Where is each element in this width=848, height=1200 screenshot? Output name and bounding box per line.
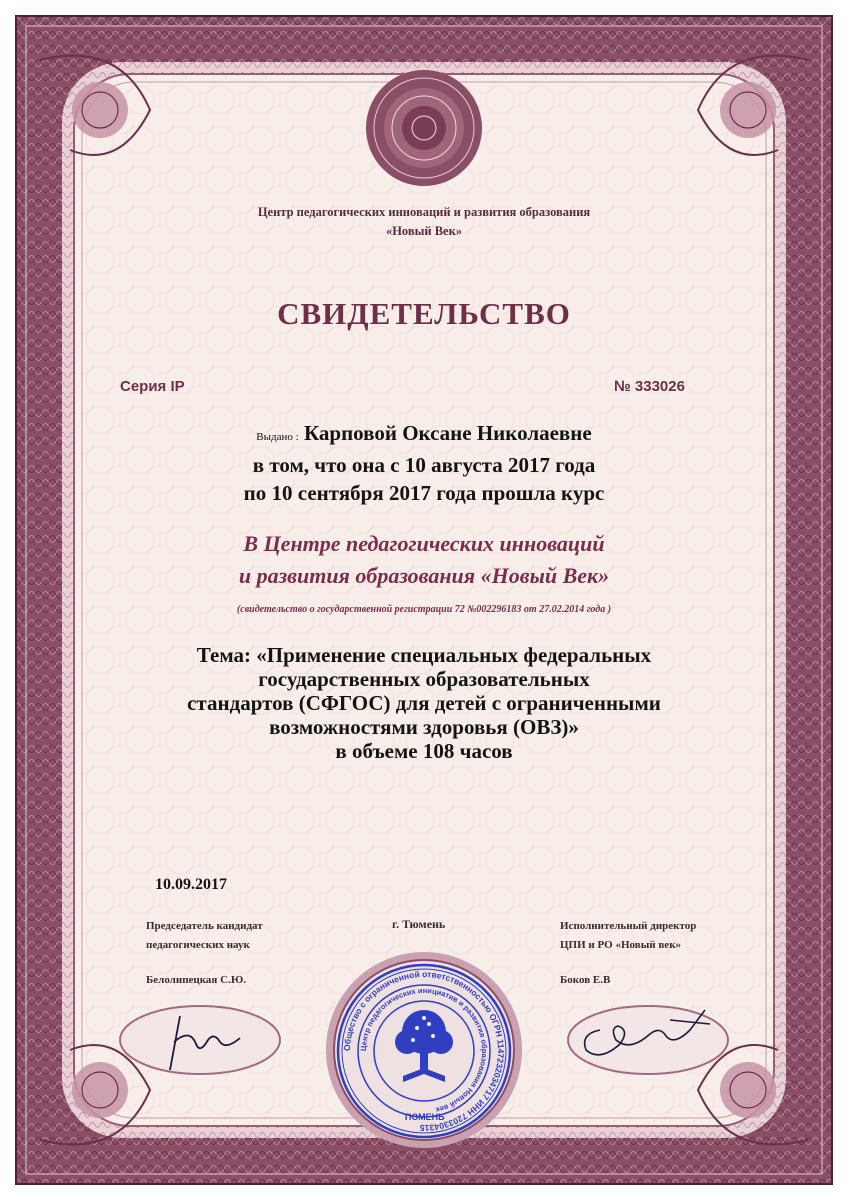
right-title-line2: ЦПИ и РО «Новый век» — [560, 939, 682, 951]
certificate-number: № 333026 — [614, 378, 685, 395]
topic-line3: стандартов (СФГОС) для детей с ограниченными — [187, 691, 661, 715]
topic-line4: возможностями здоровья (ОВЗ)» — [269, 715, 579, 739]
org-header-line1: Центр педагогических инноваций и развития образования — [257, 205, 591, 219]
recipient-name: Карповой Оксане Николаевне — [303, 421, 592, 445]
series-label: Серия IP — [120, 378, 185, 395]
left-title-line1: Председатель кандидат — [146, 920, 263, 932]
organization-line1: В Центре педагогических инноваций — [243, 531, 605, 556]
certificate-title: СВИДЕТЕЛЬСТВО — [277, 296, 571, 331]
stamp-inner-text: Центр педагогических инициатив и развития образования Новый век — [358, 985, 490, 1115]
organization-stamp — [333, 960, 515, 1142]
left-signatory-name: Белолипецкая С.Ю. — [146, 974, 246, 986]
right-title-line1: Исполнительный директор — [560, 920, 697, 932]
topic-line5: в объеме 108 часов — [335, 739, 513, 763]
issued-prefix: Выдано : — [256, 431, 299, 443]
organization-name — [0, 528, 848, 592]
city: г. Тюмень — [392, 917, 446, 931]
registration-note: (свидетельство о государственной регистрации 72 №002296183 от 27.02.2014 года ) — [236, 604, 612, 615]
stamp-outer-text: Общество с ограниченной ответственностью ОГРН 1147232034717 ИНН 7203304315 — [341, 968, 507, 1134]
course-topic — [0, 643, 848, 763]
topic-line1: Тема: «Применение специальных федеральных — [196, 643, 652, 667]
issue-date: 10.09.2017 — [155, 876, 227, 893]
organization-line2: и развития образования «Новый Век» — [238, 563, 610, 588]
stamp-city: ТЮМЕНЬ — [403, 1112, 445, 1122]
org-header-line2: «Новый Век» — [385, 224, 463, 238]
left-signature — [160, 1008, 250, 1078]
issued-line1 — [0, 419, 848, 451]
right-signatory-name: Боков Е.В — [560, 974, 611, 986]
right-signature — [570, 1000, 720, 1070]
left-signatory-title — [146, 917, 263, 955]
left-title-line2: педагогических наук — [146, 939, 250, 951]
right-signatory-title — [560, 917, 696, 955]
topic-line2: государственных образовательных — [258, 667, 590, 691]
issued-line2: в том, что она с 10 августа 2017 года — [252, 453, 596, 477]
issued-block — [0, 419, 848, 507]
issued-line3: по 10 сентября 2017 года прошла курс — [243, 481, 605, 505]
organization-header — [0, 203, 848, 241]
